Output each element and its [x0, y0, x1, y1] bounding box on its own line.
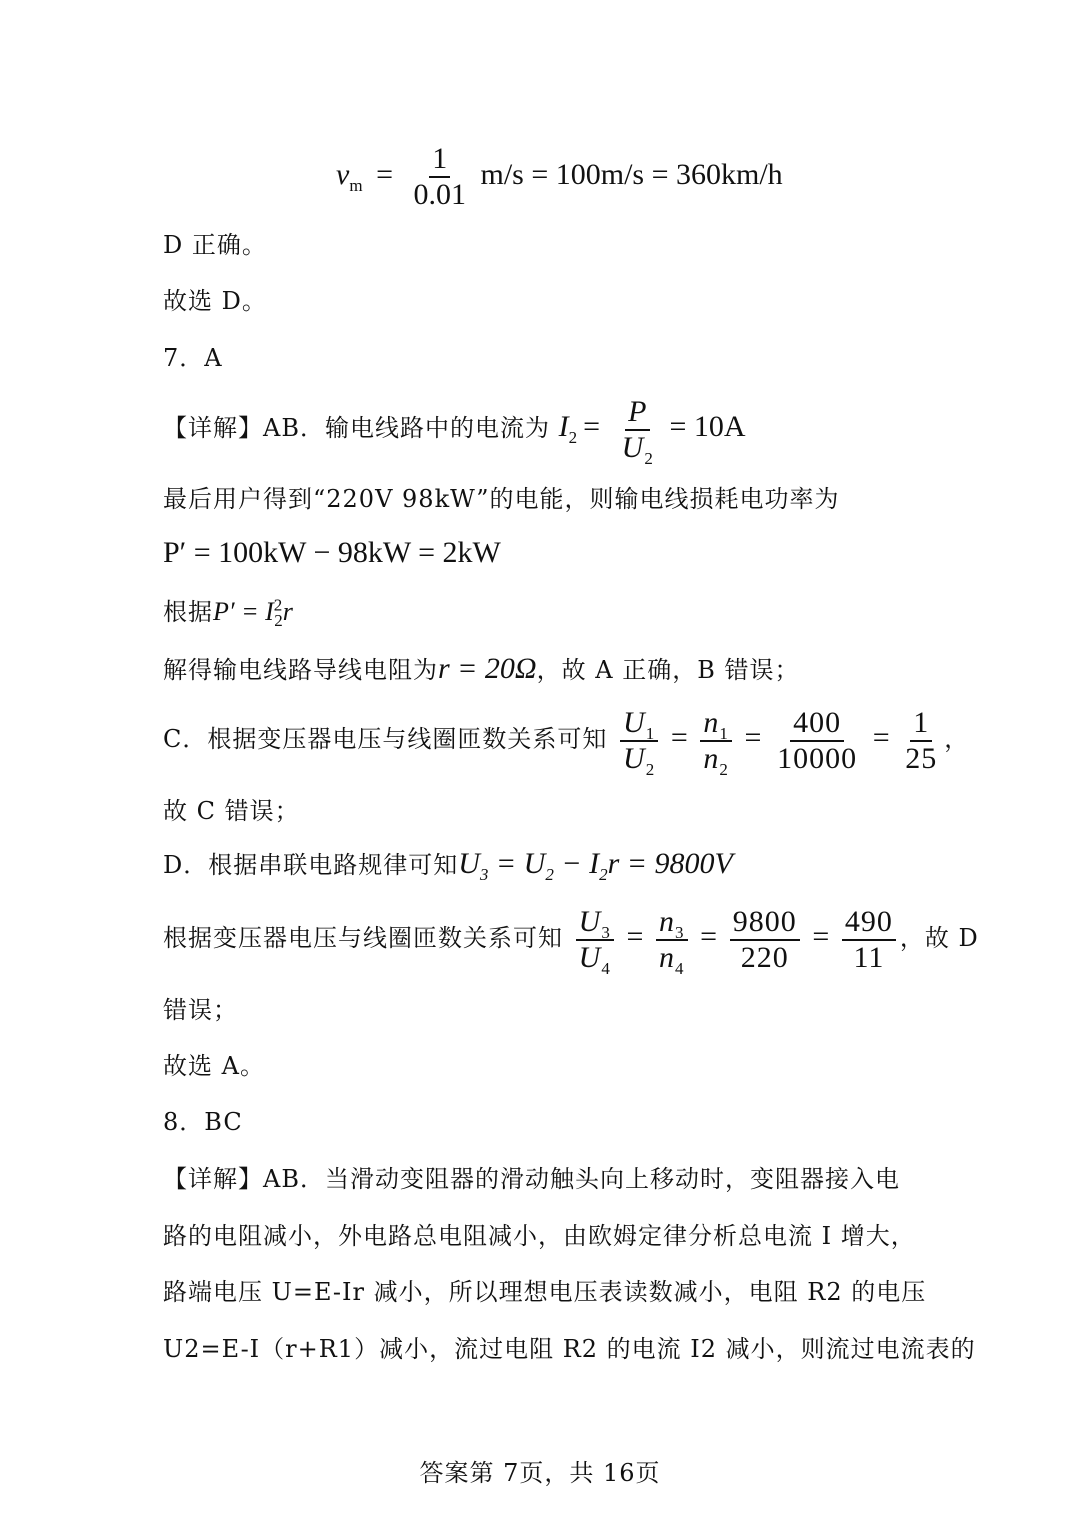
q7-resistance: 解得输电线路导线电阻为r = 20Ω，故 A 正确，B 错误； — [163, 652, 800, 685]
fraction: $\frac{1}{0.01}$ — [413, 142, 466, 211]
page-footer: 答案第 7页，共 16页 — [419, 1459, 661, 1487]
q7-basis: 根据$P' = I^2_2r$ — [163, 595, 293, 631]
q8-detail-line-2: 路的电阻减小，外电路总电阻减小，由欧姆定律分析总电流 I 增大， — [163, 1222, 916, 1250]
fraction: $\frac{P}{U_2}$ — [621, 394, 654, 468]
text-d-correct: D 正确。 — [163, 231, 267, 259]
equation-vm: $v_m$ = $\frac{1}{0.01}$ m/s = 100m/s = 360km/h — [336, 142, 783, 211]
question-8-answer: 8．BC — [163, 1108, 243, 1136]
q7-detail-current: 【详解】AB．输电线路中的电流为 $I_2$ = $\frac{P}{U_2}$ = 10A — [163, 394, 746, 468]
text-choose-a: 故选 A。 — [163, 1052, 265, 1080]
text-choose-d: 故选 D。 — [163, 287, 267, 315]
question-7-answer: 7．A — [163, 344, 223, 372]
q7-user-power: 最后用户得到“220V 98kW”的电能，则输电线损耗电功率为 — [163, 485, 840, 513]
q7-power-loss-equation: P′ = 100kW − 98kW = 2kW — [163, 536, 501, 569]
q7-option-d: D．根据串联电路规律可知$U_3 = U_2 - I_2r = 9800V$ — [163, 847, 733, 884]
q8-detail-line-4: U2=E-I（r+R1）减小，流过电阻 R2 的电流 I2 减小，则流过电流表的 — [163, 1335, 976, 1363]
q8-detail-line-1: 【详解】AB．当滑动变阻器的滑动触头向上移动时，变阻器接入电 — [163, 1165, 900, 1193]
q7-c-wrong: 故 C 错误； — [163, 797, 300, 825]
q8-detail-line-3: 路端电压 U=E-Ir 减小，所以理想电压表读数减小，电阻 R2 的电压 — [163, 1278, 927, 1306]
q7-option-d-ratio: 根据变压器电压与线圈匝数关系可知 $\frac{U_3}{U_4}$ = $\frac{n_3}{n_4}$ = $\frac{9800}{220}$ = $\frac{490}{11}$ ，故 D — [163, 904, 979, 978]
q7-option-c: C．根据变压器电压与线圈匝数关系可知 $\frac{U_1}{U_2}$ = $\frac{n_1}{n_2}$ = $\frac{400}{10000}$ = $\frac{1}{25}$ ， — [163, 705, 970, 779]
q7-d-wrong: 错误； — [163, 996, 238, 1024]
